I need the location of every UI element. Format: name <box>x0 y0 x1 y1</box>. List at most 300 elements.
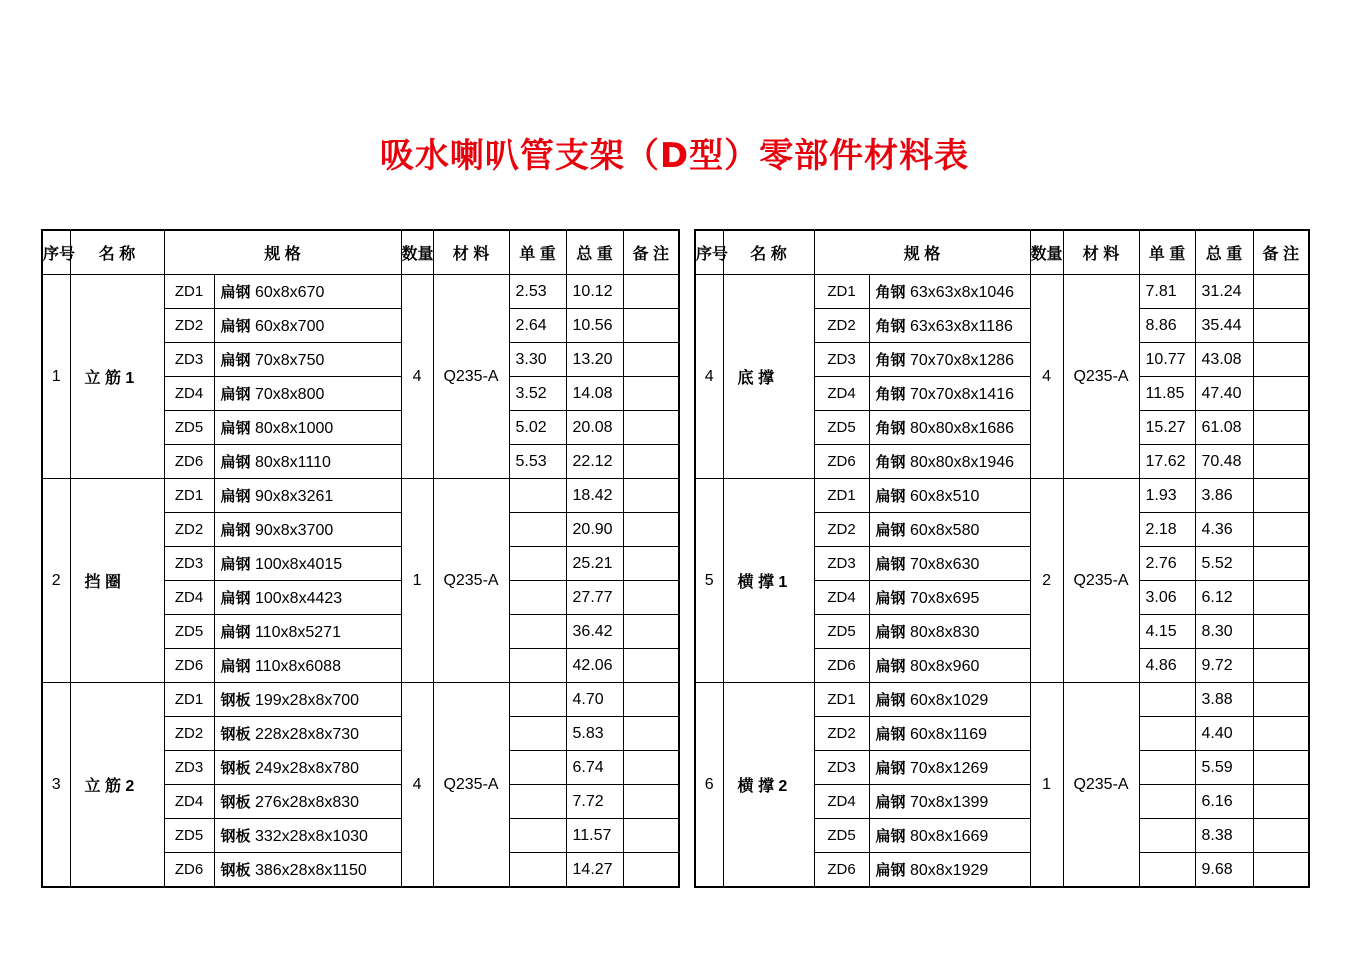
unit-weight-cell: 2.18 <box>1139 513 1195 547</box>
unit-weight-cell: 2.53 <box>509 275 566 309</box>
part-code-cell: ZD2 <box>164 309 214 343</box>
spec-dimensions: 70x8x1269 <box>909 760 989 777</box>
total-weight-cell: 9.68 <box>1195 853 1253 888</box>
material-cell: Q235-A <box>433 683 509 888</box>
total-weight-cell: 6.16 <box>1195 785 1253 819</box>
remark-cell <box>1253 615 1309 649</box>
spec-dimensions: 100x8x4015 <box>254 556 343 573</box>
spec-type: 扁钢 <box>220 454 251 471</box>
unit-weight-cell: 10.77 <box>1139 343 1195 377</box>
part-code-cell: ZD5 <box>814 411 869 445</box>
total-weight-cell: 20.08 <box>566 411 623 445</box>
part-code-cell: ZD6 <box>164 445 214 479</box>
unit-weight-cell <box>509 547 566 581</box>
spec-type: 扁钢 <box>875 556 906 573</box>
header-qty: 数量 <box>401 230 433 275</box>
total-weight-cell: 25.21 <box>566 547 623 581</box>
material-cell: Q235-A <box>1063 683 1139 888</box>
unit-weight-cell: 5.53 <box>509 445 566 479</box>
header-row <box>695 230 1309 275</box>
table-row <box>695 683 1309 717</box>
total-weight-cell: 14.08 <box>566 377 623 411</box>
spec-type: 扁钢 <box>220 488 251 505</box>
unit-weight-cell <box>509 683 566 717</box>
spec-cell <box>869 683 1030 717</box>
table-row <box>42 479 679 513</box>
spec-cell <box>869 411 1030 445</box>
total-weight-cell: 47.40 <box>1195 377 1253 411</box>
header-seq: 序号 <box>42 230 70 275</box>
unit-weight-cell <box>509 853 566 888</box>
remark-cell <box>1253 819 1309 853</box>
unit-weight-cell <box>1139 751 1195 785</box>
material-cell: Q235-A <box>433 479 509 683</box>
total-weight-cell: 61.08 <box>1195 411 1253 445</box>
part-code-cell: ZD5 <box>814 615 869 649</box>
part-code-cell: ZD5 <box>164 411 214 445</box>
total-weight-cell: 6.12 <box>1195 581 1253 615</box>
spec-type: 钢板 <box>220 692 251 709</box>
spec-cell <box>869 751 1030 785</box>
spec-type: 扁钢 <box>875 488 906 505</box>
total-weight-cell: 8.30 <box>1195 615 1253 649</box>
spec-type: 钢板 <box>220 862 251 879</box>
total-weight-cell: 13.20 <box>566 343 623 377</box>
part-code-cell: ZD3 <box>164 343 214 377</box>
remark-cell <box>623 479 679 513</box>
unit-weight-cell: 2.76 <box>1139 547 1195 581</box>
spec-cell <box>869 479 1030 513</box>
spec-type: 扁钢 <box>875 862 906 879</box>
spec-dimensions: 70x70x8x1416 <box>909 386 1015 403</box>
part-code-cell: ZD5 <box>164 819 214 853</box>
remark-cell <box>623 683 679 717</box>
unit-weight-cell <box>1139 819 1195 853</box>
unit-weight-cell: 1.93 <box>1139 479 1195 513</box>
spec-dimensions: 60x8x1169 <box>909 726 988 743</box>
spec-type: 钢板 <box>220 726 251 743</box>
spec-dimensions: 60x8x510 <box>909 488 980 505</box>
remark-cell <box>1253 683 1309 717</box>
materials-table-left <box>41 229 680 888</box>
part-code-cell: ZD3 <box>814 343 869 377</box>
spec-cell <box>214 819 401 853</box>
part-code-cell: ZD4 <box>164 377 214 411</box>
remark-cell <box>623 411 679 445</box>
spec-type: 扁钢 <box>220 318 251 335</box>
spec-cell <box>869 309 1030 343</box>
spec-cell <box>214 275 401 309</box>
total-weight-cell: 10.12 <box>566 275 623 309</box>
spec-cell <box>869 649 1030 683</box>
spec-dimensions: 80x8x960 <box>909 658 980 675</box>
unit-weight-cell: 3.30 <box>509 343 566 377</box>
table-row <box>695 275 1309 309</box>
materials-table-right <box>694 229 1310 888</box>
total-weight-cell: 5.59 <box>1195 751 1253 785</box>
qty-cell: 2 <box>1030 479 1063 683</box>
part-name-cell: 底 撑 <box>723 275 814 479</box>
total-weight-cell: 5.83 <box>566 717 623 751</box>
header-spec: 规 格 <box>814 230 1030 275</box>
total-weight-cell: 3.86 <box>1195 479 1253 513</box>
unit-weight-cell: 4.86 <box>1139 649 1195 683</box>
spec-dimensions: 80x8x830 <box>909 624 980 641</box>
unit-weight-cell: 15.27 <box>1139 411 1195 445</box>
remark-cell <box>623 649 679 683</box>
qty-cell: 1 <box>1030 683 1063 888</box>
remark-cell <box>1253 377 1309 411</box>
spec-cell <box>214 683 401 717</box>
spec-cell <box>869 615 1030 649</box>
unit-weight-cell: 4.15 <box>1139 615 1195 649</box>
part-name-cell: 挡 圈 <box>70 479 164 683</box>
total-weight-cell: 7.72 <box>566 785 623 819</box>
spec-cell <box>214 513 401 547</box>
part-code-cell: ZD1 <box>814 275 869 309</box>
total-weight-cell: 4.36 <box>1195 513 1253 547</box>
total-weight-cell: 6.74 <box>566 751 623 785</box>
spec-dimensions: 70x8x630 <box>909 556 980 573</box>
spec-cell <box>214 479 401 513</box>
unit-weight-cell <box>1139 853 1195 888</box>
table-row <box>695 479 1309 513</box>
seq-cell: 4 <box>695 275 723 479</box>
total-weight-cell: 20.90 <box>566 513 623 547</box>
spec-cell <box>869 547 1030 581</box>
part-code-cell: ZD6 <box>164 649 214 683</box>
remark-cell <box>623 819 679 853</box>
part-code-cell: ZD6 <box>814 853 869 888</box>
part-name-cell: 横 撑 2 <box>723 683 814 888</box>
remark-cell <box>1253 513 1309 547</box>
spec-type: 扁钢 <box>220 386 251 403</box>
spec-dimensions: 60x8x1029 <box>909 692 989 709</box>
remark-cell <box>623 513 679 547</box>
spec-type: 角钢 <box>875 454 906 471</box>
remark-cell <box>623 275 679 309</box>
table-row <box>42 683 679 717</box>
total-weight-cell: 9.72 <box>1195 649 1253 683</box>
remark-cell <box>623 445 679 479</box>
header-total-weight: 总 重 <box>1195 230 1253 275</box>
spec-cell <box>214 615 401 649</box>
part-code-cell: ZD1 <box>164 683 214 717</box>
remark-cell <box>1253 649 1309 683</box>
remark-cell <box>1253 411 1309 445</box>
spec-dimensions: 332x28x8x1030 <box>254 828 368 845</box>
part-code-cell: ZD4 <box>164 581 214 615</box>
total-weight-cell: 31.24 <box>1195 275 1253 309</box>
part-code-cell: ZD1 <box>164 275 214 309</box>
spec-type: 扁钢 <box>875 760 906 777</box>
spec-dimensions: 70x8x1399 <box>909 794 989 811</box>
seq-cell: 1 <box>42 275 70 479</box>
remark-cell <box>623 751 679 785</box>
seq-cell: 5 <box>695 479 723 683</box>
remark-cell <box>1253 751 1309 785</box>
spec-cell <box>869 513 1030 547</box>
remark-cell <box>623 343 679 377</box>
remark-cell <box>1253 309 1309 343</box>
spec-type: 扁钢 <box>220 420 251 437</box>
qty-cell: 4 <box>401 683 433 888</box>
seq-cell: 3 <box>42 683 70 888</box>
spec-cell <box>214 649 401 683</box>
total-weight-cell: 22.12 <box>566 445 623 479</box>
header-remark: 备 注 <box>1253 230 1309 275</box>
part-code-cell: ZD4 <box>164 785 214 819</box>
spec-type: 钢板 <box>220 828 251 845</box>
seq-cell: 6 <box>695 683 723 888</box>
unit-weight-cell <box>1139 785 1195 819</box>
unit-weight-cell <box>509 649 566 683</box>
qty-cell: 1 <box>401 479 433 683</box>
spec-dimensions: 276x28x8x830 <box>254 794 360 811</box>
total-weight-cell: 10.56 <box>566 309 623 343</box>
table-row <box>42 275 679 309</box>
unit-weight-cell: 5.02 <box>509 411 566 445</box>
unit-weight-cell: 8.86 <box>1139 309 1195 343</box>
remark-cell <box>623 309 679 343</box>
unit-weight-cell <box>509 751 566 785</box>
remark-cell <box>623 785 679 819</box>
spec-cell <box>214 377 401 411</box>
spec-type: 角钢 <box>875 420 906 437</box>
header-material: 材 料 <box>433 230 509 275</box>
spec-type: 扁钢 <box>220 522 251 539</box>
unit-weight-cell: 17.62 <box>1139 445 1195 479</box>
remark-cell <box>1253 275 1309 309</box>
spec-type: 扁钢 <box>220 284 251 301</box>
unit-weight-cell: 2.64 <box>509 309 566 343</box>
remark-cell <box>1253 853 1309 888</box>
remark-cell <box>1253 547 1309 581</box>
spec-type: 角钢 <box>875 352 906 369</box>
unit-weight-cell <box>1139 683 1195 717</box>
part-code-cell: ZD2 <box>814 309 869 343</box>
spec-cell <box>214 581 401 615</box>
unit-weight-cell <box>509 717 566 751</box>
total-weight-cell: 14.27 <box>566 853 623 888</box>
total-weight-cell: 70.48 <box>1195 445 1253 479</box>
part-code-cell: ZD6 <box>164 853 214 888</box>
spec-cell <box>214 309 401 343</box>
unit-weight-cell <box>509 513 566 547</box>
part-code-cell: ZD3 <box>164 547 214 581</box>
header-total-weight: 总 重 <box>566 230 623 275</box>
part-code-cell: ZD2 <box>164 513 214 547</box>
remark-cell <box>1253 445 1309 479</box>
spec-dimensions: 60x8x670 <box>254 284 325 301</box>
spec-cell <box>869 717 1030 751</box>
spec-dimensions: 386x28x8x1150 <box>254 862 367 879</box>
total-weight-cell: 4.40 <box>1195 717 1253 751</box>
header-unit-weight: 单 重 <box>509 230 566 275</box>
part-code-cell: ZD2 <box>164 717 214 751</box>
spec-dimensions: 199x28x8x700 <box>254 692 360 709</box>
spec-type: 扁钢 <box>220 624 251 641</box>
spec-type: 扁钢 <box>875 590 906 607</box>
total-weight-cell: 18.42 <box>566 479 623 513</box>
remark-cell <box>1253 717 1309 751</box>
spec-type: 扁钢 <box>220 658 251 675</box>
spec-cell <box>869 581 1030 615</box>
spec-cell <box>869 445 1030 479</box>
spec-dimensions: 80x80x8x1686 <box>909 420 1015 437</box>
spec-dimensions: 63x63x8x1186 <box>909 318 1013 335</box>
total-weight-cell: 11.57 <box>566 819 623 853</box>
page-title: 吸水喇叭管支架（D型）零部件材料表 <box>379 136 970 176</box>
spec-dimensions: 80x8x1110 <box>254 454 331 471</box>
spec-cell <box>869 785 1030 819</box>
total-weight-cell: 43.08 <box>1195 343 1253 377</box>
header-remark: 备 注 <box>623 230 679 275</box>
remark-cell <box>623 377 679 411</box>
header-unit-weight: 单 重 <box>1139 230 1195 275</box>
part-code-cell: ZD3 <box>814 547 869 581</box>
total-weight-cell: 35.44 <box>1195 309 1253 343</box>
spec-type: 扁钢 <box>875 692 906 709</box>
spec-type: 扁钢 <box>875 624 906 641</box>
qty-cell: 4 <box>401 275 433 479</box>
part-code-cell: ZD5 <box>164 615 214 649</box>
spec-cell <box>214 343 401 377</box>
spec-dimensions: 90x8x3261 <box>254 488 334 505</box>
spec-dimensions: 110x8x5271 <box>254 624 341 641</box>
part-name-cell: 横 撑 1 <box>723 479 814 683</box>
spec-cell <box>214 445 401 479</box>
part-code-cell: ZD4 <box>814 377 869 411</box>
spec-cell <box>214 751 401 785</box>
spec-dimensions: 70x8x800 <box>254 386 325 403</box>
unit-weight-cell: 3.06 <box>1139 581 1195 615</box>
header-seq: 序号 <box>695 230 723 275</box>
spec-type: 钢板 <box>220 794 251 811</box>
spec-cell <box>869 377 1030 411</box>
spec-dimensions: 70x8x695 <box>909 590 980 607</box>
spec-cell <box>214 785 401 819</box>
spec-cell <box>869 853 1030 888</box>
material-cell: Q235-A <box>1063 275 1139 479</box>
spec-cell <box>214 547 401 581</box>
part-code-cell: ZD3 <box>164 751 214 785</box>
part-name-cell: 立 筋 1 <box>70 275 164 479</box>
spec-cell <box>869 275 1030 309</box>
remark-cell <box>623 547 679 581</box>
spec-dimensions: 100x8x4423 <box>254 590 343 607</box>
qty-cell: 4 <box>1030 275 1063 479</box>
spec-dimensions: 63x63x8x1046 <box>909 284 1015 301</box>
material-cell: Q235-A <box>433 275 509 479</box>
spec-dimensions: 228x28x8x730 <box>254 726 360 743</box>
part-code-cell: ZD3 <box>814 751 869 785</box>
spec-dimensions: 60x8x580 <box>909 522 980 539</box>
total-weight-cell: 27.77 <box>566 581 623 615</box>
remark-cell <box>1253 581 1309 615</box>
remark-cell <box>1253 343 1309 377</box>
part-code-cell: ZD1 <box>164 479 214 513</box>
header-qty: 数量 <box>1030 230 1063 275</box>
part-code-cell: ZD1 <box>814 479 869 513</box>
spec-type: 扁钢 <box>875 794 906 811</box>
spec-cell <box>214 853 401 888</box>
remark-cell <box>1253 785 1309 819</box>
unit-weight-cell: 3.52 <box>509 377 566 411</box>
part-code-cell: ZD4 <box>814 785 869 819</box>
header-material: 材 料 <box>1063 230 1139 275</box>
unit-weight-cell <box>509 479 566 513</box>
spec-dimensions: 110x8x6088 <box>254 658 341 675</box>
spec-type: 钢板 <box>220 760 251 777</box>
part-code-cell: ZD5 <box>814 819 869 853</box>
total-weight-cell: 3.88 <box>1195 683 1253 717</box>
spec-dimensions: 80x8x1929 <box>909 862 989 879</box>
spec-dimensions: 80x80x8x1946 <box>909 454 1015 471</box>
spec-dimensions: 60x8x700 <box>254 318 325 335</box>
unit-weight-cell <box>509 785 566 819</box>
seq-cell: 2 <box>42 479 70 683</box>
total-weight-cell: 36.42 <box>566 615 623 649</box>
part-code-cell: ZD4 <box>814 581 869 615</box>
remark-cell <box>1253 479 1309 513</box>
remark-cell <box>623 717 679 751</box>
spec-type: 扁钢 <box>220 352 251 369</box>
remark-cell <box>623 615 679 649</box>
material-cell: Q235-A <box>1063 479 1139 683</box>
spec-type: 扁钢 <box>220 556 251 573</box>
header-spec: 规 格 <box>164 230 401 275</box>
spec-type: 扁钢 <box>875 522 906 539</box>
header-name: 名 称 <box>723 230 814 275</box>
part-code-cell: ZD6 <box>814 445 869 479</box>
spec-cell <box>214 411 401 445</box>
total-weight-cell: 5.52 <box>1195 547 1253 581</box>
spec-type: 扁钢 <box>875 828 906 845</box>
remark-cell <box>623 853 679 888</box>
spec-type: 角钢 <box>875 318 906 335</box>
spec-type: 扁钢 <box>875 658 906 675</box>
spec-cell <box>214 717 401 751</box>
part-code-cell: ZD2 <box>814 717 869 751</box>
unit-weight-cell <box>509 819 566 853</box>
unit-weight-cell: 11.85 <box>1139 377 1195 411</box>
spec-dimensions: 80x8x1669 <box>909 828 989 845</box>
part-code-cell: ZD2 <box>814 513 869 547</box>
spec-cell <box>869 819 1030 853</box>
spec-dimensions: 70x70x8x1286 <box>909 352 1015 369</box>
spec-cell <box>869 343 1030 377</box>
total-weight-cell: 8.38 <box>1195 819 1253 853</box>
spec-dimensions: 80x8x1000 <box>254 420 334 437</box>
header-name: 名 称 <box>70 230 164 275</box>
part-code-cell: ZD6 <box>814 649 869 683</box>
spec-type: 角钢 <box>875 386 906 403</box>
spec-dimensions: 90x8x3700 <box>254 522 334 539</box>
unit-weight-cell <box>509 581 566 615</box>
total-weight-cell: 4.70 <box>566 683 623 717</box>
part-code-cell: ZD1 <box>814 683 869 717</box>
spec-dimensions: 70x8x750 <box>254 352 325 369</box>
header-row <box>42 230 679 275</box>
spec-dimensions: 249x28x8x780 <box>254 760 360 777</box>
part-name-cell: 立 筋 2 <box>70 683 164 888</box>
spec-type: 扁钢 <box>220 590 251 607</box>
unit-weight-cell <box>1139 717 1195 751</box>
total-weight-cell: 42.06 <box>566 649 623 683</box>
unit-weight-cell <box>509 615 566 649</box>
unit-weight-cell: 7.81 <box>1139 275 1195 309</box>
